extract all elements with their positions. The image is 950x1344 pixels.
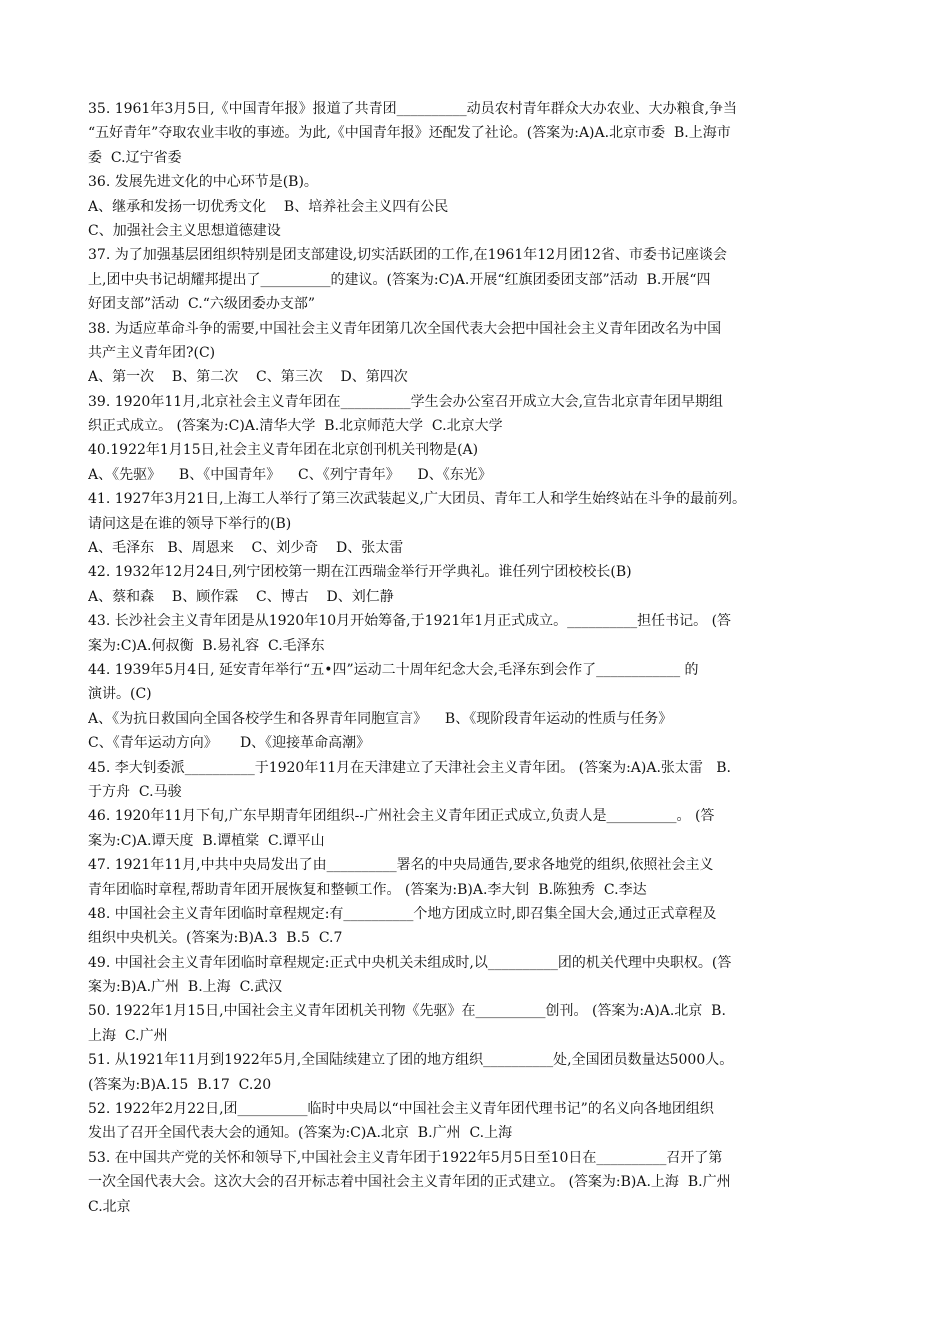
text-line: 35. 1961年3月5日,《中国青年报》报道了共青团__________动员农村青年群众大办农业、大办粮食,争当 xyxy=(88,101,738,117)
text-line: “五好青年”夺取农业丰收的事迹。为此,《中国青年报》还配发了社论。(答案为:A)A.北京市委 B.上海市 xyxy=(88,125,731,142)
text-line: 37. 为了加强基层团组织特别是团支部建设,切实活跃团的工作,在1961年12月团12省、市委书记座谈会 xyxy=(88,247,727,264)
text-line: C、《青年运动方向》 D、《迎接革命高潮》 xyxy=(88,735,371,752)
text-line: 46. 1920年11月下旬,广东早期青年团组织--广州社会主义青年团正式成立,负责人是__________。 (答 xyxy=(88,808,715,825)
text-line: C、加强社会主义思想道德建设 xyxy=(88,222,281,239)
text-line: 44. 1939年5月4日, 延安青年举行“五•四”运动二十周年纪念大会,毛泽东到会作了____________ 的 xyxy=(88,661,699,678)
text-line: 案为:C)A.何叔衡 B.易礼容 C.毛泽东 xyxy=(88,637,325,654)
text-line: 40.1922年1月15日,社会主义青年团在北京创刊机关刊物是(A) xyxy=(88,442,479,459)
text-line: 组织中央机关。(答案为:B)A.3 B.5 C.7 xyxy=(88,930,343,947)
text-line: (答案为:B)A.15 B.17 C.20 xyxy=(88,1076,272,1093)
text-line: A、继承和发扬一切优秀文化 B、培养社会主义四有公民 xyxy=(88,198,449,215)
text-line: 52. 1922年2月22日,团__________临时中央局以“中国社会主义青年团代理书记”的名义向各地团组织 xyxy=(88,1101,714,1118)
text-line: 51. 从1921年11月到1922年5月,全国陆续建立了团的地方组织__________处,全国团员数量达5000人。 xyxy=(88,1052,734,1069)
text-line: 41. 1927年3月21日,上海工人举行了第三次武装起义,广大团员、青年工人和学生始终站在斗争的最前列。 xyxy=(88,491,746,508)
text-line: 47. 1921年11月,中共中央局发出了由__________署名的中央局通告,要求各地党的组织,依照社会主义 xyxy=(88,857,714,874)
document-body xyxy=(88,97,863,1219)
text-line: 织正式成立。 (答案为:C)A.清华大学 B.北京师范大学 C.北京大学 xyxy=(88,418,503,435)
text-line: 上,团中央书记胡耀邦提出了__________的建议。(答案为:C)A.开展“红旗团委团支部”活动 B.开展“四 xyxy=(88,271,711,288)
text-line: 50. 1922年1月15日,中国社会主义青年团机关刊物《先驱》在__________创刊。 (答案为:A)A.北京 B. xyxy=(88,1003,726,1020)
text-line: 演讲。(C) xyxy=(88,686,152,703)
text-line: 一次全国代表大会。这次大会的召开标志着中国社会主义青年团的正式建立。 (答案为:B)A.上海 B.广州 xyxy=(88,1174,731,1191)
text-line: 48. 中国社会主义青年团临时章程规定:有__________个地方团成立时,即召集全国大会,通过正式章程及 xyxy=(88,905,717,922)
text-line: A、《先驱》 B、《中国青年》 C、《列宁青年》 D、《东光》 xyxy=(88,466,492,483)
text-line: 案为:C)A.谭天度 B.谭植棠 C.谭平山 xyxy=(88,832,325,849)
text-line: 39. 1920年11月,北京社会主义青年团在__________学生会办公室召开成立大会,宣告北京青年团早期组 xyxy=(88,393,724,410)
text-line: 发出了召开全国代表大会的通知。(答案为:C)A.北京 B.广州 C.上海 xyxy=(88,1125,513,1142)
text-line: A、毛泽东 B、周恩来 C、刘少奇 D、张太雷 xyxy=(88,540,404,557)
text-line: 45. 李大钊委派__________于1920年11月在天津建立了天津社会主义青年团。 (答案为:A)A.张太雷 B. xyxy=(88,759,732,776)
text-line: 好团支部”活动 C.“六级团委办支部” xyxy=(88,296,316,313)
text-line: 43. 长沙社会主义青年团是从1920年10月开始筹备,于1921年1月正式成立。__________担任书记。 (答 xyxy=(88,613,732,630)
text-line: 请问这是在谁的领导下举行的(B) xyxy=(88,515,292,532)
text-line: C.北京 xyxy=(88,1198,131,1215)
text-line: 共产主义青年团?(C) xyxy=(88,344,216,361)
text-line: 36. 发展先进文化的中心环节是(B)。 xyxy=(88,174,318,191)
text-line: 42. 1932年12月24日,列宁团校第一期在江西瑞金举行开学典礼。谁任列宁团校校长(B) xyxy=(88,564,632,581)
text-line: 青年团临时章程,帮助青年团开展恢复和整顿工作。 (答案为:B)A.李大钊 B.陈独秀 C.李达 xyxy=(88,881,647,898)
text-line: A、第一次 B、第二次 C、第三次 D、第四次 xyxy=(88,369,408,386)
text-line: 委 C.辽宁省委 xyxy=(88,149,182,166)
text-line: A、蔡和森 B、顾作霖 C、博古 D、刘仁静 xyxy=(88,588,394,605)
text-line: 案为:B)A.广州 B.上海 C.武汉 xyxy=(88,979,283,996)
text-line: A、《为抗日救国向全国各校学生和各界青年同胞宣言》 B、《现阶段青年运动的性质与任务》 xyxy=(88,710,673,727)
text-line: 上海 C.广州 xyxy=(88,1027,168,1044)
text-line: 38. 为适应革命斗争的需要,中国社会主义青年团第几次全国代表大会把中国社会主义青年团改名为中国 xyxy=(88,320,722,337)
text-line: 53. 在中国共产党的关怀和领导下,中国社会主义青年团于1922年5月5日至10日在__________召开了第 xyxy=(88,1149,723,1166)
text-line: 于方舟 C.马骏 xyxy=(88,783,182,800)
text-line: 49. 中国社会主义青年团临时章程规定:正式中央机关未组成时,以__________团的机关代理中央职权。(答 xyxy=(88,954,732,971)
